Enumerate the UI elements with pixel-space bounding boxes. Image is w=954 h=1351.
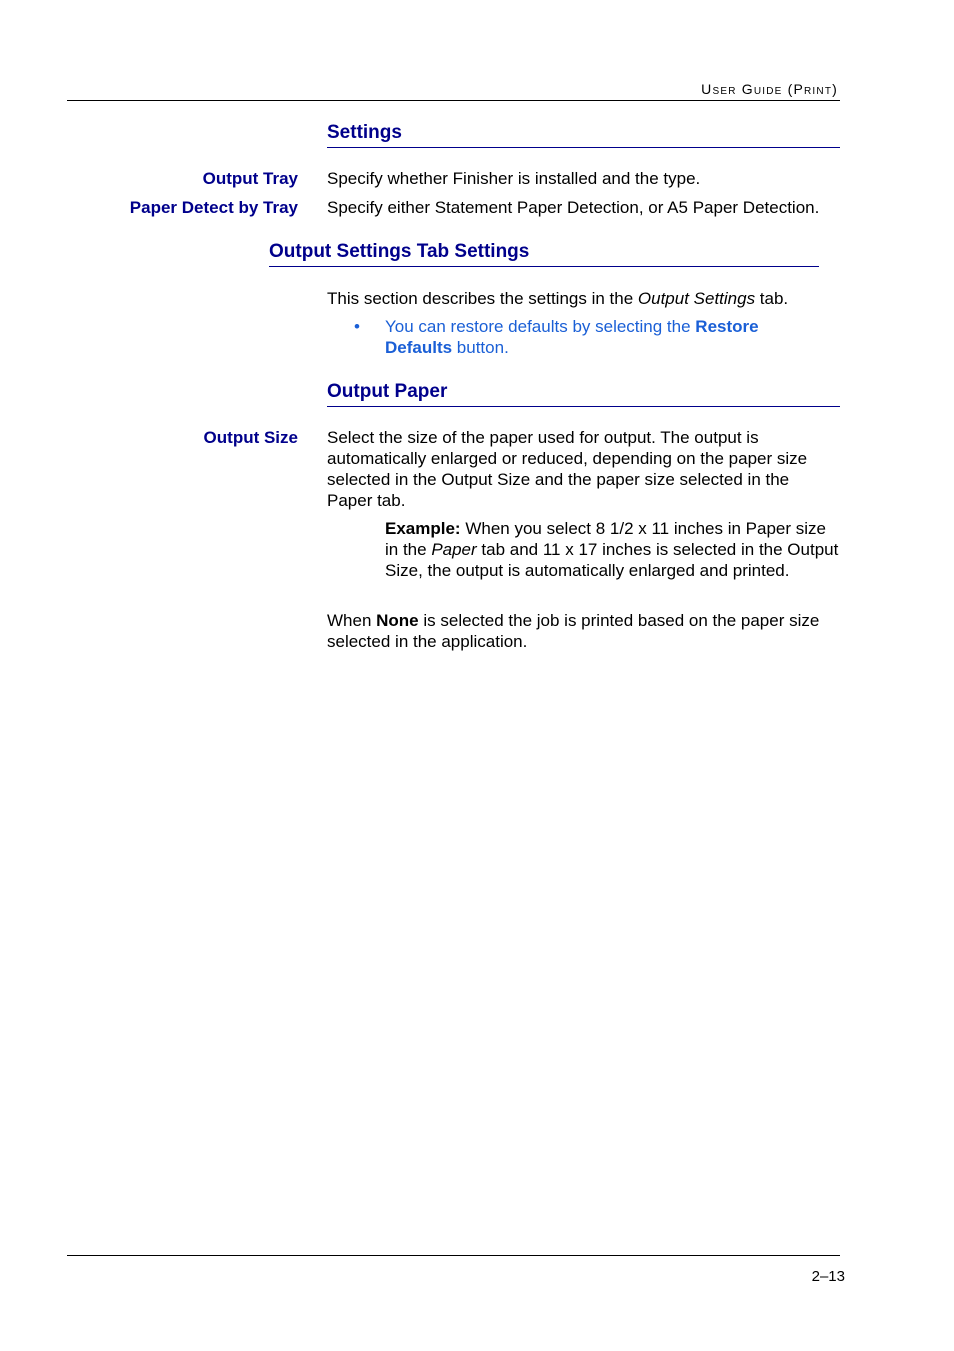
none-text-end: is selected the job is printed based on the paper size selected in the application. xyxy=(327,611,820,651)
intro-text: This section describes the settings in the xyxy=(327,289,638,308)
output-settings-intro xyxy=(327,288,842,309)
example-text-end: tab and 11 x 17 inches is selected in the Output Size, the output is automatically enlarged and printed. xyxy=(385,540,839,580)
example-text: When you select 8 1/2 x 11 inches in Paper size in the xyxy=(385,519,826,559)
output-paper-heading: Output Paper xyxy=(327,381,448,402)
restore-defaults-button-name: Restore Defaults xyxy=(385,317,759,357)
note-text-end: button. xyxy=(452,338,509,357)
running-header: User Guide (Print) xyxy=(701,81,838,97)
header-rule xyxy=(67,100,840,101)
output-settings-tab-rule xyxy=(269,266,819,267)
settings-heading-rule xyxy=(327,147,840,148)
restore-defaults-note xyxy=(385,316,805,358)
intro-text-end: tab. xyxy=(755,289,789,308)
example-label: Example: xyxy=(385,519,461,538)
intro-italic-tab-name: Output Settings xyxy=(637,289,756,308)
settings-heading: Settings xyxy=(327,122,402,143)
output-settings-tab-heading: Output Settings Tab Settings xyxy=(269,241,530,262)
output-paper-rule xyxy=(327,406,840,407)
bullet-mark: • xyxy=(354,317,360,336)
note-text: You can restore defaults by selecting the xyxy=(385,317,696,336)
page-number: 2–13 xyxy=(811,1268,845,1285)
output-tray-description: Specify whether Finisher is installed and the type. xyxy=(327,169,701,188)
none-keyword: None xyxy=(376,611,419,630)
paper-detect-label: Paper Detect by Tray xyxy=(129,198,298,217)
example-paragraph xyxy=(385,518,843,581)
none-text: When xyxy=(327,611,377,630)
example-italic-tab: Paper xyxy=(431,540,477,559)
none-paragraph xyxy=(327,610,842,652)
output-size-label: Output Size xyxy=(203,428,298,447)
paper-detect-description: Specify either Statement Paper Detection, or A5 Paper Detection. xyxy=(327,198,820,217)
footer-rule xyxy=(67,1255,840,1256)
output-tray-label: Output Tray xyxy=(202,169,298,188)
output-size-description: Select the size of the paper used for output. The output is automatically enlarged or reduced, depending on the paper size selected in the Output Size and the paper size selected in the Paper tab. xyxy=(327,428,808,510)
